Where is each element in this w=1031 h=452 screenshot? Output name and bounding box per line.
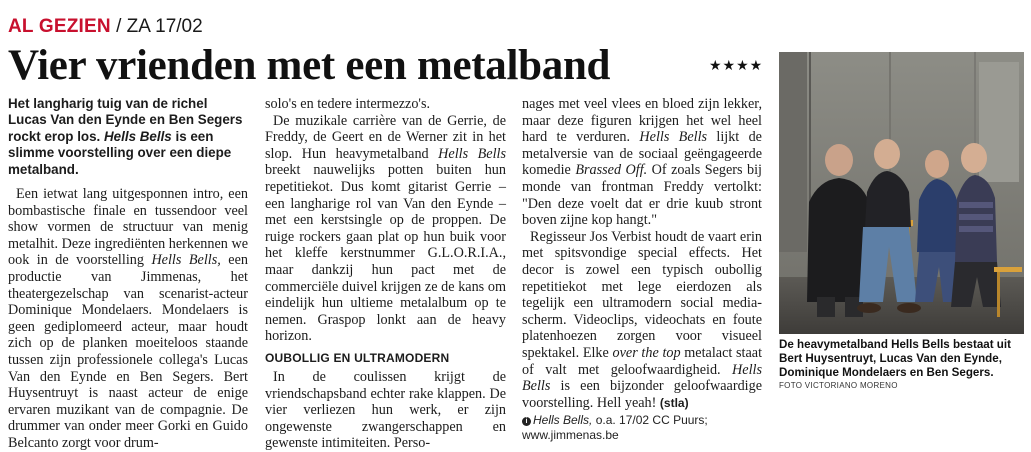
paragraph: nages met veel vlees en bloed zijn lekker, maar deze figuren krijgen het wel heel hard te verduren. Hells Bells lijkt de metalversie van de sociaal geëngageerde komedie Brassed Off. Of zoals Segers bij monde van frontman Freddy vertolkt: "Den deze voelt dat er drie kuub stront boven zijne kop hangt." [522,96,762,229]
band-photo-illustration [779,52,1024,334]
paragraph: De muzikale carrière van de Gerrie, de Freddy, de Geert en de Werner zit in het slop. Hun heavymetalband Hells Bells breekt nauwelijks potten buiten hun repetitiekot. Dus komt gitarist Gerrie – een langharige rol van Van den Eynde – met een kerstsingle op de proppen. De ruige rockers gaan plat op hun buik voor het kleffe kerstnummer G.L.O.R.I.A., maar dankzij hun pact met de commerciële duivel krijgen ze de kans om eindelijk hun ultieme metalalbum op te nemen. Graspop lonkt aan de heavy horizon. [265,112,506,345]
article-column-3 [522,96,762,443]
paragraph: In de coulissen krijgt de vriendschapsband echter rake klappen. De vier verliezen hun werk, er zijn ongewenste zwangerschappen en gewenste intimiteiten. Perso- [265,368,506,452]
subheading: OUBOLLIG EN ULTRAMODERN [265,350,450,365]
star-rating: ★★★★ [709,58,764,74]
publication-date: / ZA 17/02 [116,16,203,37]
article-intro: Het langharig tuig van de richel Lucas Van den Eynde en Ben Segers rockt erop los. Hells Bells is een slimme voorstelling over een diepe metalband. [8,96,243,177]
website-link[interactable]: www.jimmenas.be [522,428,619,443]
article-column-1 [8,96,248,452]
author-signature: (stla) [659,395,689,410]
paragraph: Regisseur Jos Verbist houdt de vaart erin met spitsvondige special effects. Het decor is zowel een typisch oubollig repetitiekot met lege eierdozen als tegelijk een ultramodern social media-scherm. Videoclips, videochats en foute platenhoezen zorgen voor visueel spektakel. Elke over the top metalact staat of valt met geloofwaardigheid. Hells Bells is een bijzonder geloofwaardige voorstelling. Hell yeah! (stla) [522,228,763,411]
band-photo [779,52,1024,334]
paragraph: solo's en tedere intermezzo's. [265,96,431,112]
section-kicker [8,16,203,38]
section-label: AL GEZIEN [8,16,111,37]
photo-caption: De heavymetalband Hells Bells bestaat uit Bert Huysentruyt, Lucas Van den Eynde, Dominique Mondelaers en Ben Segers. [779,338,1011,379]
info-icon: i [522,417,531,426]
photo-credit: FOTO VICTORIANO MORENO [779,381,898,390]
article-headline: Vier vrienden met een metalband [8,42,611,89]
article-column-2 [265,96,506,452]
event-info: i Hells Bells, o.a. 17/02 CC Puurs; www.jimmenas.be [522,413,708,443]
paragraph: Een ietwat lang uitgesponnen intro, een bombastische finale en tussendoor veel show vormen de structuur van menig metalhit. Deze ingrediënten herkennen we ook in de voorstelling Hells Bells, een productie van Jimmenas, het theatergezelschap van scenarist-acteur Dominique Mondelaers. Mondelaers is geen gediplomeerd acteur, maar houdt zich op de planken moeiteloos staande tussen zijn professionele collega's Lucas Van den Eynde en Ben Segers. Bert Huysentruyt is naast acteur de enige ervaren muzikant van de compagnie. De drummer van onder meer Gorki en Guido Belcanto zorgt voor drum- [8,186,248,451]
